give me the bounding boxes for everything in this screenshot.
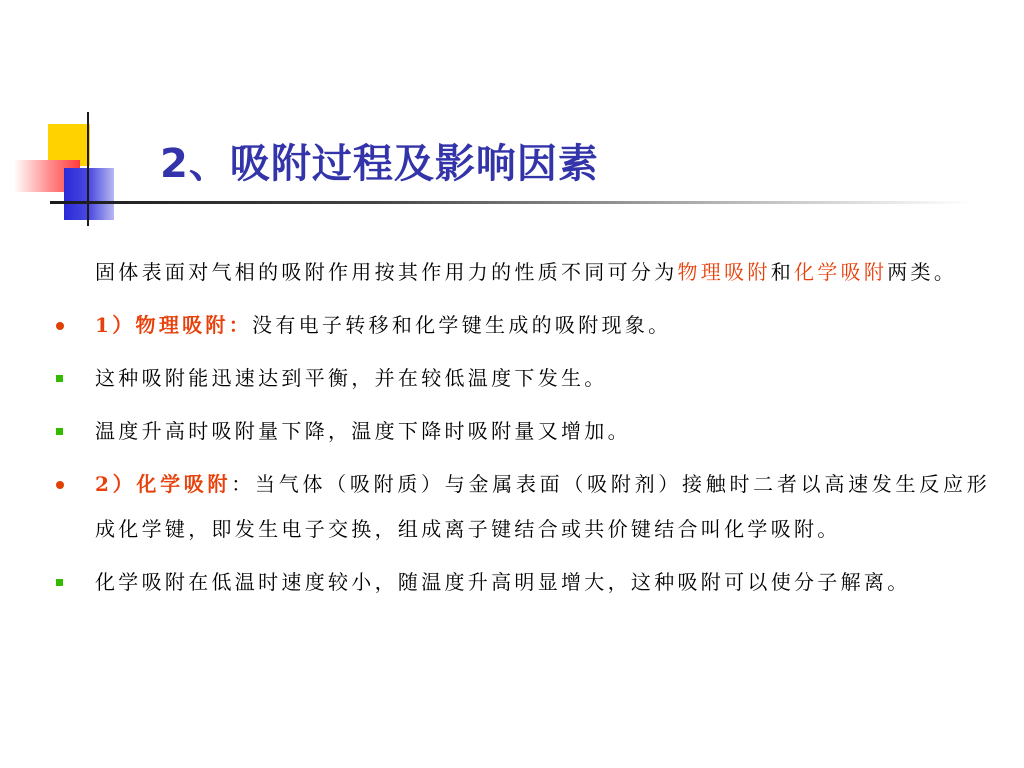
decor-blue-square [64,168,114,220]
slide-title: 2、吸附过程及影响因素 [160,141,599,187]
item-text: 没有电子转移和化学键生成的吸附现象。 [252,313,672,337]
intro-term-chemical: 化学吸附 [794,260,888,284]
list-item [40,462,990,552]
item-text: 化学吸附在低温时速度较小，随温度升高明显增大，这种吸附可以使分子解离。 [95,570,911,594]
item-text: 这种吸附能迅速达到平衡，并在较低温度下发生。 [95,366,608,390]
list-item [40,409,990,454]
item-label: 2）化学吸附 [95,472,232,496]
intro-text-b: 和 [770,260,795,284]
square-bullet-icon [56,428,63,435]
item-text: 当气体（吸附质）与金属表面（吸附剂）接触时二者以高速发生反应形成化学键，即发生电子交换，组成离子键结合或共价键结合叫化学吸附。 [95,472,990,541]
square-bullet-icon [56,579,63,586]
item-label: 1）物理吸附： [95,313,253,337]
slide-body [40,250,990,605]
decor-vertical-line [87,112,89,226]
intro-paragraph [40,250,990,295]
intro-text-c: 两类。 [887,260,958,284]
list-item [40,560,990,605]
title-underline [50,201,970,204]
intro-text-a: 固体表面对气相的吸附作用按其作用力的性质不同可分为 [95,260,678,284]
round-bullet-icon [56,322,64,330]
list-item [40,356,990,401]
list-item [40,303,990,348]
square-bullet-icon [56,375,63,382]
item-text: 温度升高时吸附量下降，温度下降时吸附量又增加。 [95,419,631,443]
round-bullet-icon [56,481,64,489]
item-colon: ： [231,472,255,496]
intro-term-physical: 物理吸附 [677,260,771,284]
